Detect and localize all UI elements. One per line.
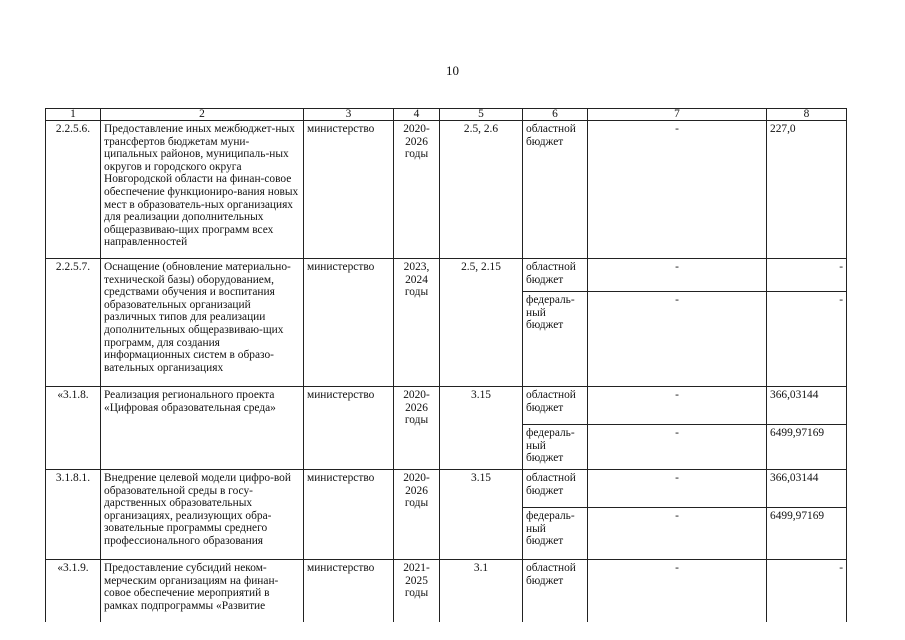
funding-value-col8: - — [767, 259, 847, 292]
funding-value-col8: - — [767, 560, 847, 623]
implementation-years: 2020- 2026 годы — [394, 121, 440, 259]
item-number: «3.1.8. — [46, 387, 101, 470]
funding-value-col8: 6499,97169 — [767, 508, 847, 560]
table-row — [46, 121, 847, 259]
implementation-years: 2023, 2024 годы — [394, 259, 440, 387]
funding-source: областной бюджет — [523, 121, 588, 259]
column-number: 2 — [101, 109, 304, 121]
funding-source: областной бюджет — [523, 259, 588, 292]
item-description: Предоставление иных межбюджет-ных трансфертов бюджетам муни-ципальных районов, муниципаль-ных округов и городского округа Новгородской области на финан-совое обеспечение функциониро-вания новых мест в образователь-ных организациях для реализации дополнительных общеразвиваю-щих программ всех направленностей — [101, 121, 304, 259]
column-number: 7 — [588, 109, 767, 121]
item-description: Предоставление субсидий неком-мерческим организациям на финан-совое обеспечение мероприятий в рамках подпрограммы «Развитие — [101, 560, 304, 623]
column-number: 5 — [440, 109, 523, 121]
funding-value-col8: - — [767, 292, 847, 387]
column-numbers-row — [46, 109, 847, 121]
funding-value-col7: - — [588, 121, 767, 259]
item-description: Реализация регионального проекта «Цифровая образовательная среда» — [101, 387, 304, 470]
funding-source: федераль-ный бюджет — [523, 292, 588, 387]
funding-source: областной бюджет — [523, 387, 588, 425]
item-description: Оснащение (обновление материально-технической базы) оборудованием, средствами обучения и воспитания образовательных организаций различных типов для реализации дополнительных общеразвиваю-щих программ, для создания информационных систем в образо-вательных организациях — [101, 259, 304, 387]
executor: министерство — [304, 560, 394, 623]
funding-value-col8: 366,03144 — [767, 387, 847, 425]
item-number: 2.2.5.6. — [46, 121, 101, 259]
page-number: 10 — [446, 63, 459, 78]
column-number: 4 — [394, 109, 440, 121]
item-number: 2.2.5.7. — [46, 259, 101, 387]
executor: министерство — [304, 470, 394, 560]
target-indicator: 2.5, 2.6 — [440, 121, 523, 259]
funding-value-col7: - — [588, 292, 767, 387]
column-number: 6 — [523, 109, 588, 121]
item-description: Внедрение целевой модели цифро-вой образовательной среды в госу-дарственных образовательных организациях, реализующих обра-зовательные программы среднего профессионального образования — [101, 470, 304, 560]
executor: министерство — [304, 387, 394, 470]
column-number: 3 — [304, 109, 394, 121]
funding-value-col8: 227,0 — [767, 121, 847, 259]
executor: министерство — [304, 259, 394, 387]
table-body — [46, 121, 847, 623]
table-row — [46, 470, 847, 508]
item-number: «3.1.9. — [46, 560, 101, 623]
target-indicator: 3.1 — [440, 560, 523, 623]
funding-source: федераль-ный бюджет — [523, 425, 588, 470]
table-row — [46, 387, 847, 425]
item-number: 3.1.8.1. — [46, 470, 101, 560]
funding-source: областной бюджет — [523, 470, 588, 508]
table-row — [46, 259, 847, 292]
column-number: 1 — [46, 109, 101, 121]
funding-source: областной бюджет — [523, 560, 588, 623]
funding-source: федераль-ный бюджет — [523, 508, 588, 560]
funding-value-col8: 6499,97169 — [767, 425, 847, 470]
program-activities-table — [45, 108, 847, 622]
funding-value-col7: - — [588, 425, 767, 470]
funding-value-col8: 366,03144 — [767, 470, 847, 508]
executor: министерство — [304, 121, 394, 259]
table-row — [46, 560, 847, 623]
funding-value-col7: - — [588, 508, 767, 560]
target-indicator: 3.15 — [440, 470, 523, 560]
funding-value-col7: - — [588, 560, 767, 623]
implementation-years: 2021- 2025 годы — [394, 560, 440, 623]
implementation-years: 2020- 2026 годы — [394, 470, 440, 560]
target-indicator: 3.15 — [440, 387, 523, 470]
funding-value-col7: - — [588, 259, 767, 292]
funding-value-col7: - — [588, 387, 767, 425]
column-number: 8 — [767, 109, 847, 121]
target-indicator: 2.5, 2.15 — [440, 259, 523, 387]
funding-value-col7: - — [588, 470, 767, 508]
implementation-years: 2020- 2026 годы — [394, 387, 440, 470]
